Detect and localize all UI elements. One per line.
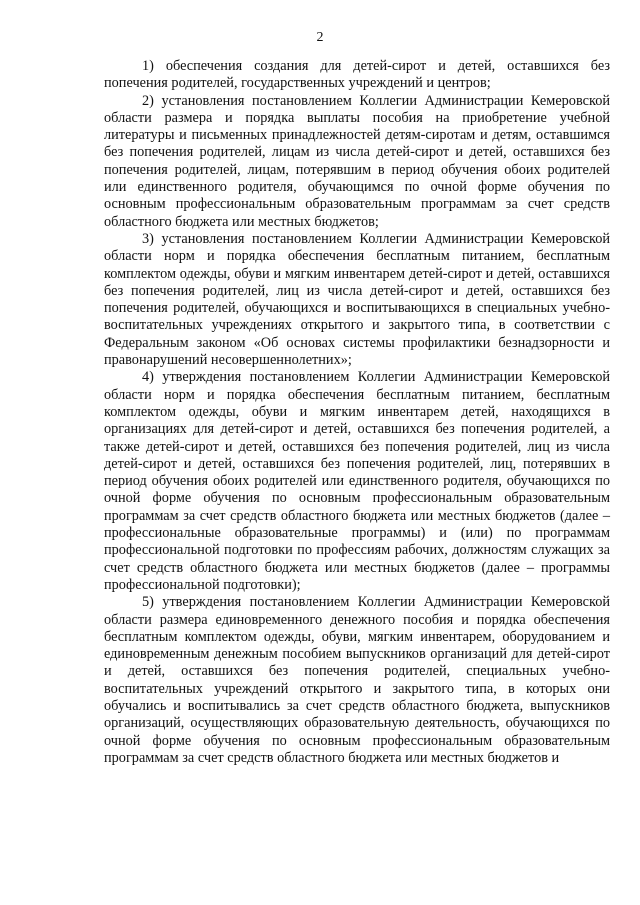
paragraph-5: 5) утверждения постановлением Коллегии Администрации Кемеровской области размера единовременного денежного пособия и порядка обеспечения бесплатным комплектом одежды, обуви, мягким инвентарем, оборудованием и единовременным денежным пособием выпускников организаций для детей-сирот и детей, оставшихся без попечения родителей, специальных учебно-воспитательных учреждений открытого и закрытого типа, в которых они обучались и воспитывались за счет средств областного бюджета, выпускников организаций, осуществляющих образовательную деятельность, обучающихся по очной форме обучения по основным профессиональным образовательным программам за счет средств областного бюджета или местных бюджетов и (104, 594, 610, 766)
paragraph-1: 1) обеспечения создания для детей-сирот и детей, оставшихся без попечения родителей, государственных учреждений и центров; (104, 58, 610, 92)
paragraph-4: 4) утверждения постановлением Коллегии Администрации Кемеровской области норм и порядка обеспечения бесплатным питанием, бесплатным комплектом одежды, обуви и мягким инвентарем детей, находящихся в организациях для детей-сирот и детей, оставшихся без попечения родителей, а также детей-сирот и детей, оставшихся без попечения родителей, лиц из числа детей-сирот и детей, оставшихся без попечения родителей, лиц, потерявших в период обучения обоих родителей или единственного родителя, обучающихся по очной форме обучения по основным профессиональным образовательным программам за счет средств областного бюджета или местных бюджетов (далее – профессиональные образовательные программы) и (или) по программам профессиональной подготовки по профессиям рабочих, должностям служащих за счет средств областного бюджета или местных бюджетов (далее – программы профессиональной подготовки); (104, 369, 610, 593)
paragraph-2: 2) установления постановлением Коллегии Администрации Кемеровской области размера и порядка выплаты пособия на приобретение учебной литературы и письменных принадлежностей детям-сиротам и детям, оставшимся без попечения родителей, лицам из числа детей-сирот и детей, оставшихся без попечения родителей, лицам, потерявшим в период обучения обоих родителей или единственного родителя, обучающимся по очной форме обучения по основным профессиональным образовательным программам за счет средств областного бюджета или местных бюджетов; (104, 92, 610, 230)
paragraph-3: 3) установления постановлением Коллегии Администрации Кемеровской области норм и порядка обеспечения бесплатным питанием, бесплатным комплектом одежды, обуви и мягким инвентарем детей-сирот и детей, оставшихся без попечения родителей, лиц из числа детей-сирот и детей, оставшихся без попечения родителей, обучающихся и воспитывающихся в специальных учебно-воспитательных учреждениях открытого и закрытого типа, в соответствии с Федеральным законом «Об основах системы профилактики безнадзорности и правонарушений несовершеннолетних»; (104, 230, 610, 369)
document-body (104, 58, 610, 767)
page-number: 2 (316, 30, 324, 45)
